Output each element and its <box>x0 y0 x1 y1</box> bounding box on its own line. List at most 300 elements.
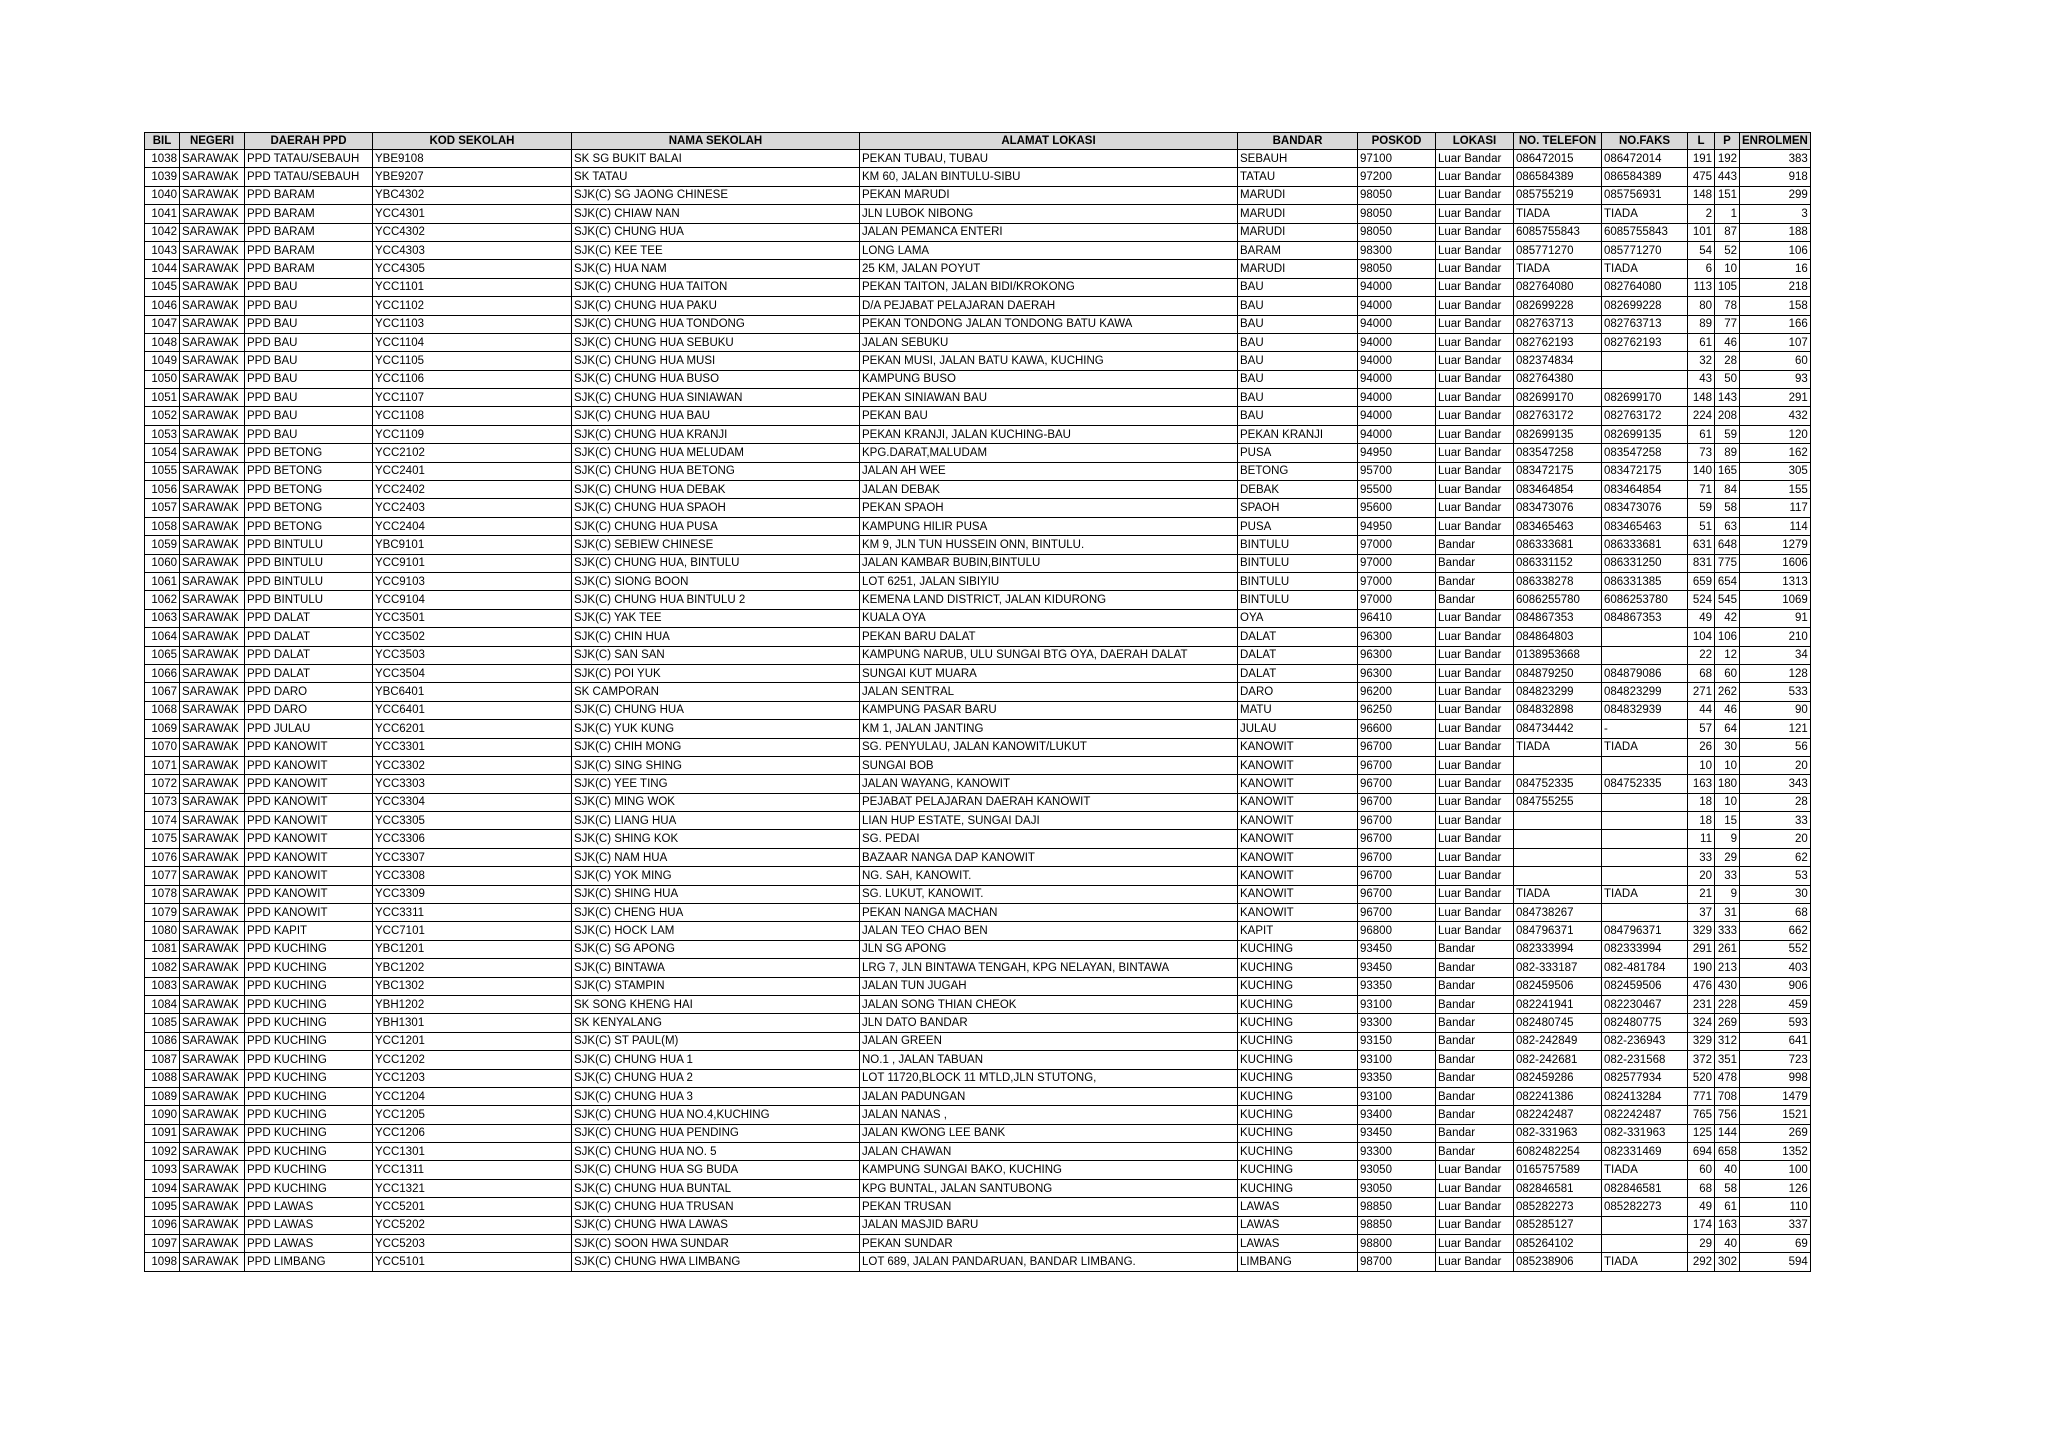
cell-nama-sekolah: SJK(C) CHIAW NAN <box>572 205 860 223</box>
cell-alamat-lokasi: LRG 7, JLN BINTAWA TENGAH, KPG NELAYAN, BINTAWA <box>860 959 1238 977</box>
cell-nama-sekolah: SJK(C) CHUNG HUA BETONG <box>572 462 860 480</box>
cell-no-faks: 086472014 <box>1602 150 1688 168</box>
cell-no-telefon <box>1514 830 1602 848</box>
cell-daerah-ppd: PPD BETONG <box>245 462 373 480</box>
cell-bandar: JULAU <box>1238 720 1358 738</box>
cell-no-telefon: 084796371 <box>1514 922 1602 940</box>
cell-alamat-lokasi: PEKAN NANGA MACHAN <box>860 904 1238 922</box>
cell-enrolmen: 1521 <box>1740 1106 1811 1124</box>
cell-enrolmen: 337 <box>1740 1216 1811 1234</box>
cell-poskod: 98800 <box>1358 1235 1436 1253</box>
cell-nama-sekolah: SJK(C) CHUNG HUA BAU <box>572 407 860 425</box>
cell-bandar: KUCHING <box>1238 1124 1358 1142</box>
cell-no-faks: 082459506 <box>1602 977 1688 995</box>
cell-enrolmen: 128 <box>1740 664 1811 682</box>
cell-l: 231 <box>1688 995 1715 1013</box>
cell-no-telefon: 085771270 <box>1514 241 1602 259</box>
cell-p: 46 <box>1715 333 1740 351</box>
table-row <box>145 848 1811 866</box>
cell-bandar: BAU <box>1238 370 1358 388</box>
cell-nama-sekolah: SJK(C) POI YUK <box>572 664 860 682</box>
cell-negeri: SARAWAK <box>180 297 245 315</box>
cell-kod-sekolah: YCC6401 <box>373 701 572 719</box>
cell-no-faks: 082413284 <box>1602 1087 1688 1105</box>
cell-p: 163 <box>1715 1216 1740 1234</box>
cell-daerah-ppd: PPD KUCHING <box>245 1032 373 1050</box>
cell-nama-sekolah: SK SG BUKIT BALAI <box>572 150 860 168</box>
cell-daerah-ppd: PPD DARO <box>245 701 373 719</box>
cell-no-faks: 082763713 <box>1602 315 1688 333</box>
cell-l: 18 <box>1688 793 1715 811</box>
table-row <box>145 1032 1811 1050</box>
cell-alamat-lokasi: JLN DATO BANDAR <box>860 1014 1238 1032</box>
cell-no-telefon: 082459286 <box>1514 1069 1602 1087</box>
cell-no-faks: 082699135 <box>1602 425 1688 443</box>
cell-kod-sekolah: YCC5101 <box>373 1253 572 1271</box>
cell-kod-sekolah: YCC2404 <box>373 517 572 535</box>
cell-daerah-ppd: PPD KUCHING <box>245 940 373 958</box>
cell-bil: 1085 <box>145 1014 180 1032</box>
cell-enrolmen: 1279 <box>1740 536 1811 554</box>
cell-negeri: SARAWAK <box>180 352 245 370</box>
cell-lokasi: Luar Bandar <box>1436 389 1514 407</box>
cell-l: 113 <box>1688 278 1715 296</box>
cell-negeri: SARAWAK <box>180 738 245 756</box>
cell-negeri: SARAWAK <box>180 223 245 241</box>
cell-p: 775 <box>1715 554 1740 572</box>
cell-bandar: BAU <box>1238 389 1358 407</box>
cell-daerah-ppd: PPD BINTULU <box>245 591 373 609</box>
cell-p: 10 <box>1715 793 1740 811</box>
cell-alamat-lokasi: JALAN KAMBAR BUBIN,BINTULU <box>860 554 1238 572</box>
table-row <box>145 904 1811 922</box>
cell-p: 658 <box>1715 1143 1740 1161</box>
table-row <box>145 885 1811 903</box>
cell-poskod: 96300 <box>1358 628 1436 646</box>
cell-l: 80 <box>1688 297 1715 315</box>
cell-no-telefon: 085285127 <box>1514 1216 1602 1234</box>
cell-p: 63 <box>1715 517 1740 535</box>
cell-lokasi: Luar Bandar <box>1436 462 1514 480</box>
cell-bil: 1051 <box>145 389 180 407</box>
cell-bil: 1043 <box>145 241 180 259</box>
cell-l: 68 <box>1688 664 1715 682</box>
cell-kod-sekolah: YCC1105 <box>373 352 572 370</box>
cell-negeri: SARAWAK <box>180 168 245 186</box>
cell-p: 9 <box>1715 885 1740 903</box>
cell-bil: 1048 <box>145 333 180 351</box>
cell-p: 144 <box>1715 1124 1740 1142</box>
cell-no-telefon: 082763713 <box>1514 315 1602 333</box>
cell-p: 478 <box>1715 1069 1740 1087</box>
cell-nama-sekolah: SJK(C) CHUNG HUA 1 <box>572 1051 860 1069</box>
cell-p: 42 <box>1715 609 1740 627</box>
cell-nama-sekolah: SK SONG KHENG HAI <box>572 995 860 1013</box>
table-row <box>145 1161 1811 1179</box>
cell-l: 125 <box>1688 1124 1715 1142</box>
cell-no-telefon: 084734442 <box>1514 720 1602 738</box>
cell-negeri: SARAWAK <box>180 1087 245 1105</box>
cell-negeri: SARAWAK <box>180 1143 245 1161</box>
cell-negeri: SARAWAK <box>180 1106 245 1124</box>
cell-lokasi: Luar Bandar <box>1436 425 1514 443</box>
cell-no-faks: 086331250 <box>1602 554 1688 572</box>
cell-enrolmen: 106 <box>1740 241 1811 259</box>
cell-lokasi: Luar Bandar <box>1436 333 1514 351</box>
cell-bil: 1042 <box>145 223 180 241</box>
cell-nama-sekolah: SJK(C) CHUNG HUA BINTULU 2 <box>572 591 860 609</box>
table-row <box>145 664 1811 682</box>
cell-kod-sekolah: YCC3305 <box>373 812 572 830</box>
cell-l: 831 <box>1688 554 1715 572</box>
table-row <box>145 260 1811 278</box>
cell-no-telefon: 082480745 <box>1514 1014 1602 1032</box>
cell-bandar: KUCHING <box>1238 1143 1358 1161</box>
cell-lokasi: Luar Bandar <box>1436 168 1514 186</box>
cell-l: 57 <box>1688 720 1715 738</box>
table-row <box>145 1235 1811 1253</box>
cell-no-faks: 084832939 <box>1602 701 1688 719</box>
cell-no-telefon: TIADA <box>1514 260 1602 278</box>
cell-enrolmen: 62 <box>1740 848 1811 866</box>
cell-no-faks: 082-481784 <box>1602 959 1688 977</box>
cell-negeri: SARAWAK <box>180 940 245 958</box>
cell-enrolmen: 918 <box>1740 168 1811 186</box>
table-row <box>145 150 1811 168</box>
cell-lokasi: Luar Bandar <box>1436 1253 1514 1271</box>
cell-enrolmen: 126 <box>1740 1179 1811 1197</box>
cell-p: 269 <box>1715 1014 1740 1032</box>
cell-poskod: 95600 <box>1358 499 1436 517</box>
cell-nama-sekolah: SJK(C) CHUNG HUA PENDING <box>572 1124 860 1142</box>
cell-no-telefon: 082764080 <box>1514 278 1602 296</box>
cell-bil: 1092 <box>145 1143 180 1161</box>
cell-alamat-lokasi: KAMPUNG HILIR PUSA <box>860 517 1238 535</box>
table-row <box>145 940 1811 958</box>
cell-p: 84 <box>1715 481 1740 499</box>
cell-bandar: BINTULU <box>1238 572 1358 590</box>
cell-negeri: SARAWAK <box>180 150 245 168</box>
cell-no-telefon: 083547258 <box>1514 444 1602 462</box>
cell-bandar: MARUDI <box>1238 260 1358 278</box>
cell-p: 9 <box>1715 830 1740 848</box>
cell-no-telefon: 082-331963 <box>1514 1124 1602 1142</box>
cell-alamat-lokasi: SG. PENYULAU, JALAN KANOWIT/LUKUT <box>860 738 1238 756</box>
cell-daerah-ppd: PPD KUCHING <box>245 1087 373 1105</box>
cell-bandar: KUCHING <box>1238 959 1358 977</box>
cell-bandar: BINTULU <box>1238 536 1358 554</box>
cell-enrolmen: 110 <box>1740 1198 1811 1216</box>
cell-l: 32 <box>1688 352 1715 370</box>
cell-lokasi: Bandar <box>1436 940 1514 958</box>
cell-alamat-lokasi: KEMENA LAND DISTRICT, JALAN KIDURONG <box>860 591 1238 609</box>
cell-bandar: DARO <box>1238 683 1358 701</box>
cell-p: 29 <box>1715 848 1740 866</box>
cell-daerah-ppd: PPD BETONG <box>245 517 373 535</box>
cell-nama-sekolah: SJK(C) CHUNG HUA MUSI <box>572 352 860 370</box>
cell-lokasi: Luar Bandar <box>1436 260 1514 278</box>
cell-daerah-ppd: PPD DALAT <box>245 646 373 664</box>
cell-nama-sekolah: SJK(C) SING SHING <box>572 756 860 774</box>
cell-l: 101 <box>1688 223 1715 241</box>
cell-bandar: KANOWIT <box>1238 812 1358 830</box>
cell-nama-sekolah: SJK(C) CHUNG HWA LIMBANG <box>572 1253 860 1271</box>
table-row <box>145 628 1811 646</box>
cell-alamat-lokasi: PEKAN TAITON, JALAN BIDI/KROKONG <box>860 278 1238 296</box>
cell-poskod: 96800 <box>1358 922 1436 940</box>
cell-p: 351 <box>1715 1051 1740 1069</box>
cell-no-telefon: 083472175 <box>1514 462 1602 480</box>
cell-negeri: SARAWAK <box>180 848 245 866</box>
cell-bil: 1078 <box>145 885 180 903</box>
cell-negeri: SARAWAK <box>180 701 245 719</box>
cell-no-telefon: 083473076 <box>1514 499 1602 517</box>
cell-nama-sekolah: SJK(C) KEE TEE <box>572 241 860 259</box>
cell-lokasi: Luar Bandar <box>1436 664 1514 682</box>
cell-enrolmen: 33 <box>1740 812 1811 830</box>
cell-bil: 1061 <box>145 572 180 590</box>
cell-no-telefon: 6086255780 <box>1514 591 1602 609</box>
cell-nama-sekolah: SJK(C) CHUNG HUA PAKU <box>572 297 860 315</box>
cell-lokasi: Luar Bandar <box>1436 1179 1514 1197</box>
cell-enrolmen: 60 <box>1740 352 1811 370</box>
cell-kod-sekolah: YCC1108 <box>373 407 572 425</box>
cell-bil: 1067 <box>145 683 180 701</box>
cell-no-faks: TIADA <box>1602 205 1688 223</box>
cell-daerah-ppd: PPD BAU <box>245 370 373 388</box>
cell-enrolmen: 594 <box>1740 1253 1811 1271</box>
cell-l: 51 <box>1688 517 1715 535</box>
cell-no-faks: 083473076 <box>1602 499 1688 517</box>
table-row <box>145 315 1811 333</box>
cell-nama-sekolah: SJK(C) CHIH MONG <box>572 738 860 756</box>
cell-alamat-lokasi: JALAN SONG THIAN CHEOK <box>860 995 1238 1013</box>
cell-negeri: SARAWAK <box>180 205 245 223</box>
cell-poskod: 97000 <box>1358 554 1436 572</box>
cell-no-faks <box>1602 370 1688 388</box>
cell-bil: 1087 <box>145 1051 180 1069</box>
cell-p: 228 <box>1715 995 1740 1013</box>
cell-enrolmen: 121 <box>1740 720 1811 738</box>
cell-l: 11 <box>1688 830 1715 848</box>
cell-bandar: KUCHING <box>1238 1161 1358 1179</box>
cell-bandar: KANOWIT <box>1238 775 1358 793</box>
cell-kod-sekolah: YCC4302 <box>373 223 572 241</box>
cell-daerah-ppd: PPD LAWAS <box>245 1235 373 1253</box>
cell-lokasi: Luar Bandar <box>1436 701 1514 719</box>
cell-kod-sekolah: YCC1204 <box>373 1087 572 1105</box>
cell-bil: 1090 <box>145 1106 180 1124</box>
table-row <box>145 462 1811 480</box>
cell-daerah-ppd: PPD KANOWIT <box>245 793 373 811</box>
cell-bandar: LIMBANG <box>1238 1253 1358 1271</box>
cell-l: 59 <box>1688 499 1715 517</box>
cell-kod-sekolah: YCC7101 <box>373 922 572 940</box>
cell-daerah-ppd: PPD TATAU/SEBAUH <box>245 168 373 186</box>
cell-no-faks <box>1602 830 1688 848</box>
cell-nama-sekolah: SJK(C) CHUNG HUA SPAOH <box>572 499 860 517</box>
cell-daerah-ppd: PPD BAU <box>245 352 373 370</box>
table-row <box>145 995 1811 1013</box>
cell-bil: 1057 <box>145 499 180 517</box>
table-row <box>145 646 1811 664</box>
cell-p: 89 <box>1715 444 1740 462</box>
cell-no-telefon: 082242487 <box>1514 1106 1602 1124</box>
cell-bandar: BINTULU <box>1238 591 1358 609</box>
table-row <box>145 572 1811 590</box>
cell-enrolmen: 28 <box>1740 793 1811 811</box>
table-row <box>145 223 1811 241</box>
cell-enrolmen: 723 <box>1740 1051 1811 1069</box>
table-row <box>145 738 1811 756</box>
cell-kod-sekolah: YCC1106 <box>373 370 572 388</box>
table-row <box>145 701 1811 719</box>
cell-negeri: SARAWAK <box>180 1051 245 1069</box>
cell-p: 105 <box>1715 278 1740 296</box>
cell-bandar: BETONG <box>1238 462 1358 480</box>
cell-lokasi: Luar Bandar <box>1436 904 1514 922</box>
cell-l: 73 <box>1688 444 1715 462</box>
cell-daerah-ppd: PPD BARAM <box>245 241 373 259</box>
cell-bandar: DALAT <box>1238 628 1358 646</box>
table-body <box>145 150 1811 1272</box>
cell-alamat-lokasi: NG. SAH, KANOWIT. <box>860 867 1238 885</box>
cell-negeri: SARAWAK <box>180 241 245 259</box>
cell-alamat-lokasi: SG. PEDAI <box>860 830 1238 848</box>
cell-no-telefon: 082763172 <box>1514 407 1602 425</box>
cell-no-faks <box>1602 1216 1688 1234</box>
col-header-daerah-ppd: DAERAH PPD <box>245 133 373 150</box>
cell-bandar: BAU <box>1238 333 1358 351</box>
cell-poskod: 96200 <box>1358 683 1436 701</box>
cell-no-telefon: 082699170 <box>1514 389 1602 407</box>
cell-no-telefon: 084738267 <box>1514 904 1602 922</box>
table-row <box>145 1069 1811 1087</box>
cell-no-faks: 082230467 <box>1602 995 1688 1013</box>
cell-enrolmen: 90 <box>1740 701 1811 719</box>
cell-negeri: SARAWAK <box>180 646 245 664</box>
cell-p: 60 <box>1715 664 1740 682</box>
cell-alamat-lokasi: JALAN GREEN <box>860 1032 1238 1050</box>
cell-nama-sekolah: SJK(C) SEBIEW CHINESE <box>572 536 860 554</box>
cell-bil: 1049 <box>145 352 180 370</box>
cell-kod-sekolah: YCC3308 <box>373 867 572 885</box>
col-header-bil: BIL <box>145 133 180 150</box>
table-row <box>145 977 1811 995</box>
cell-poskod: 94000 <box>1358 333 1436 351</box>
cell-poskod: 94950 <box>1358 444 1436 462</box>
cell-bandar: MATU <box>1238 701 1358 719</box>
cell-bil: 1093 <box>145 1161 180 1179</box>
table-row <box>145 444 1811 462</box>
cell-negeri: SARAWAK <box>180 554 245 572</box>
cell-nama-sekolah: SJK(C) HUA NAM <box>572 260 860 278</box>
cell-nama-sekolah: SJK(C) YAK TEE <box>572 609 860 627</box>
cell-lokasi: Luar Bandar <box>1436 775 1514 793</box>
table-row <box>145 499 1811 517</box>
cell-kod-sekolah: YCC3301 <box>373 738 572 756</box>
table-row <box>145 333 1811 351</box>
cell-alamat-lokasi: JALAN SEBUKU <box>860 333 1238 351</box>
cell-no-faks: TIADA <box>1602 260 1688 278</box>
cell-nama-sekolah: SJK(C) HOCK LAM <box>572 922 860 940</box>
cell-nama-sekolah: SJK(C) CHUNG HUA <box>572 701 860 719</box>
cell-poskod: 96700 <box>1358 775 1436 793</box>
cell-bandar: KUCHING <box>1238 1069 1358 1087</box>
cell-bil: 1069 <box>145 720 180 738</box>
cell-lokasi: Luar Bandar <box>1436 1216 1514 1234</box>
cell-kod-sekolah: YBC1201 <box>373 940 572 958</box>
cell-nama-sekolah: SJK(C) CHUNG HUA 2 <box>572 1069 860 1087</box>
cell-bandar: KUCHING <box>1238 1179 1358 1197</box>
cell-enrolmen: 1352 <box>1740 1143 1811 1161</box>
cell-nama-sekolah: SJK(C) CHUNG HUA BUNTAL <box>572 1179 860 1197</box>
cell-l: 524 <box>1688 591 1715 609</box>
cell-daerah-ppd: PPD BARAM <box>245 223 373 241</box>
cell-lokasi: Luar Bandar <box>1436 628 1514 646</box>
cell-bandar: KUCHING <box>1238 995 1358 1013</box>
cell-p: 87 <box>1715 223 1740 241</box>
cell-daerah-ppd: PPD KAPIT <box>245 922 373 940</box>
table-row <box>145 720 1811 738</box>
table-row <box>145 775 1811 793</box>
table-row <box>145 370 1811 388</box>
cell-no-faks: 086333681 <box>1602 536 1688 554</box>
cell-lokasi: Luar Bandar <box>1436 297 1514 315</box>
cell-p: 40 <box>1715 1161 1740 1179</box>
cell-no-telefon <box>1514 812 1602 830</box>
cell-poskod: 98300 <box>1358 241 1436 259</box>
cell-nama-sekolah: SJK(C) SHING HUA <box>572 885 860 903</box>
cell-negeri: SARAWAK <box>180 462 245 480</box>
cell-l: 44 <box>1688 701 1715 719</box>
cell-daerah-ppd: PPD BINTULU <box>245 572 373 590</box>
cell-negeri: SARAWAK <box>180 517 245 535</box>
cell-alamat-lokasi: KAMPUNG SUNGAI BAKO, KUCHING <box>860 1161 1238 1179</box>
cell-p: 40 <box>1715 1235 1740 1253</box>
cell-daerah-ppd: PPD KUCHING <box>245 977 373 995</box>
cell-negeri: SARAWAK <box>180 664 245 682</box>
table-row <box>145 756 1811 774</box>
cell-l: 372 <box>1688 1051 1715 1069</box>
cell-daerah-ppd: PPD KANOWIT <box>245 885 373 903</box>
cell-nama-sekolah: SJK(C) CHUNG HUA PUSA <box>572 517 860 535</box>
cell-bil: 1062 <box>145 591 180 609</box>
cell-l: 771 <box>1688 1087 1715 1105</box>
cell-no-faks <box>1602 628 1688 646</box>
cell-alamat-lokasi: LIAN HUP ESTATE, SUNGAI DAJI <box>860 812 1238 830</box>
cell-no-telefon: 083465463 <box>1514 517 1602 535</box>
cell-daerah-ppd: PPD KANOWIT <box>245 738 373 756</box>
cell-bil: 1060 <box>145 554 180 572</box>
cell-nama-sekolah: SJK(C) YUK KUNG <box>572 720 860 738</box>
cell-nama-sekolah: SJK(C) CHUNG HUA <box>572 223 860 241</box>
table-row <box>145 352 1811 370</box>
cell-poskod: 96300 <box>1358 646 1436 664</box>
cell-bil: 1076 <box>145 848 180 866</box>
cell-p: 33 <box>1715 867 1740 885</box>
cell-kod-sekolah: YCC3304 <box>373 793 572 811</box>
cell-lokasi: Luar Bandar <box>1436 407 1514 425</box>
col-header-bandar: BANDAR <box>1238 133 1358 150</box>
cell-alamat-lokasi: PEKAN SUNDAR <box>860 1235 1238 1253</box>
cell-daerah-ppd: PPD JULAU <box>245 720 373 738</box>
table-row <box>145 407 1811 425</box>
cell-no-faks: 084796371 <box>1602 922 1688 940</box>
cell-alamat-lokasi: JALAN PEMANCA ENTERI <box>860 223 1238 241</box>
cell-bil: 1053 <box>145 425 180 443</box>
cell-no-telefon: 082459506 <box>1514 977 1602 995</box>
